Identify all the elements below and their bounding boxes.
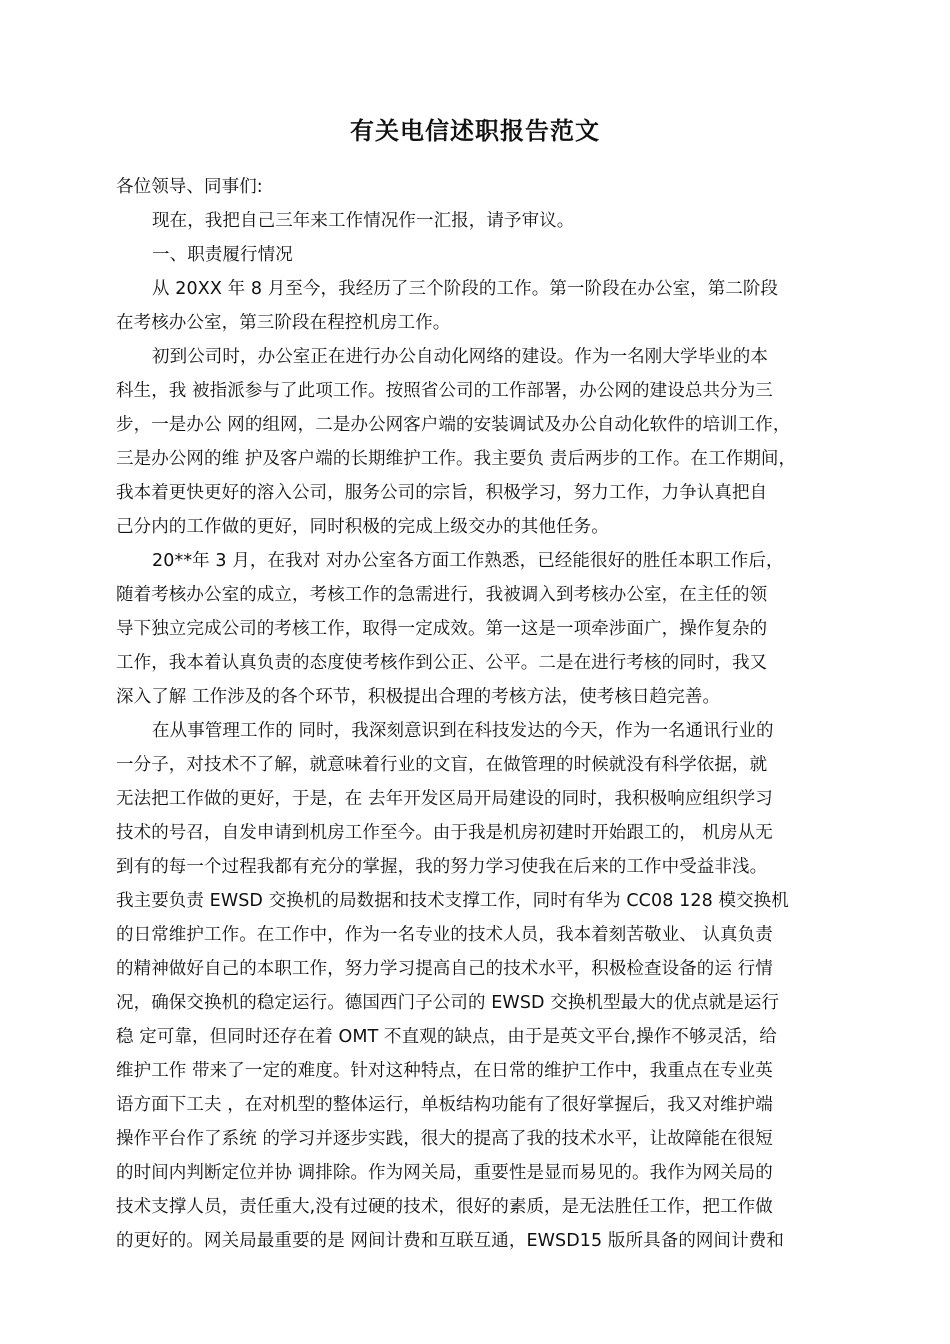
text-line: 在考核办公室，第三阶段在程控机房工作。 [116,313,451,333]
text-line: 三是办公网的维 护及客户端的长期维护工作。我主要负 责后两步的工作。在工作期间， [116,449,797,469]
text-line: 现在，我把自己三年来工作情况作一汇报，请予审议。 [152,211,575,231]
text-line: 初到公司时，办公室正在进行办公自动化网络的建设。作为一名刚大学毕业的本 [152,347,768,367]
text-line: 到有的每一个过程我都有充分的掌握，我的努力学习使我在后来的工作中受益非浅。 [116,857,768,877]
text-line: 科生，我 被指派参与了此项工作。按照省公司的工作部署，办公网的建设总共分为三 [116,381,773,401]
text-line: 我主要负责 EWSD 交换机的局数据和技术支撑工作，同时有华为 CC08 128 模交换机 [116,891,789,911]
text-line: 况，确保交换机的稳定运行。德国西门子公司的 EWSD 交换机型最大的优点就是运行 [116,993,780,1013]
text-line: 己分内的工作做的更好，同时积极的完成上级交办的其他任务。 [116,517,609,537]
text-line: 的时间内判断定位并协 调排除。作为网关局，重要性是显而易见的。我作为网关局的 [116,1163,773,1183]
text-line: 随着考核办公室的成立，考核工作的急需进行，我被调入到考核办公室，在主任的领 [116,585,768,605]
text-line: 技术支撑人员，责任重大,没有过硬的技术，很好的素质，是无法胜任工作，把工作做 [116,1197,773,1217]
text-line: 技术的号召，自发申请到机房工作至今。由于我是机房初建时开始跟工的， 机房从无 [116,823,773,843]
text-line: 在从事管理工作的 同时，我深刻意识到在科技发达的今天，作为一名通讯行业的 [152,721,774,741]
text-line: 稳 定可靠，但同时还存在着 OMT 不直观的缺点，由于是英文平台,操作不够灵活，给 [116,1027,777,1047]
text-line: 20**年 3 月，在我对 对办公室各方面工作熟悉，已经能很好的胜任本职工作后， [152,551,784,571]
text-line: 的日常维护工作。在工作中，作为一名专业的技术人员，我本着刻苦敬业、 认真负责 [116,925,773,945]
document-title: 有关电信述职报告范文 [350,117,600,145]
text-line: 一分子，对技术不了解，就意味着行业的文盲，在做管理的时候就没有科学依据，就 [116,755,768,775]
text-line: 无法把工作做的更好，于是，在 去年开发区局开局建设的同时，我积极响应组织学习 [116,789,773,809]
text-line: 各位领导、同事们: [116,177,263,197]
document-body [116,170,836,1258]
text-line: 一、职责履行情况 [152,245,293,265]
text-line: 操作平台作了系统 的学习并逐步实践，很大的提高了我的技术水平，让故障能在很短 [116,1129,773,1149]
text-line: 深入了解 工作涉及的各个环节，积极提出合理的考核方法，使考核日趋完善。 [116,687,721,707]
text-line: 语方面下工夫 ，在对机型的整体运行，单板结构功能有了很好掌握后，我又对维护端 [116,1095,773,1115]
text-line: 的更好的。网关局最重要的是 网间计费和互联互通，EWSD15 版所具备的网间计费和 [116,1231,784,1251]
text-line: 的精神做好自己的本职工作，努力学习提高自己的技术水平，积极检查设备的运 行情 [116,959,773,979]
text-line: 工作，我本着认真负责的态度使考核作到公正、公平。二是在进行考核的同时，我又 [116,653,768,673]
text-line: 从 20XX 年 8 月至今，我经历了三个阶段的工作。第一阶段在办公室，第二阶段 [152,279,779,299]
text-line: 步，一是办公 网的组网，二是办公网客户端的安装调试及办公自动化软件的培训工作， [116,415,791,435]
text-line: 维护工作 带来了一定的难度。针对这种特点，在日常的维护工作中，我重点在专业英 [116,1061,773,1081]
text-line: 导下独立完成公司的考核工作，取得一定成效。第一这是一项牵涉面广，操作复杂的 [116,619,768,639]
text-line: 我本着更快更好的溶入公司，服务公司的宗旨，积极学习，努力工作，力争认真把自 [116,483,768,503]
